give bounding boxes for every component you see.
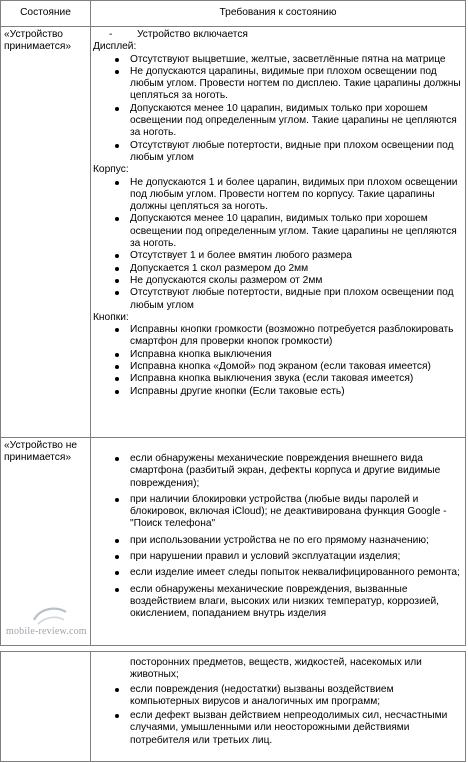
list-item: Исправны кнопки громкости (возможно потребуется разблокировать смартфон для проверки кнопок громкости) [93, 324, 463, 349]
watermark-text: mobile-review.com [6, 626, 87, 637]
continued-empty-cell [1, 652, 91, 762]
accepted-title: «Устройство принимается» [1, 27, 91, 438]
list-item: Не допускаются 1 и более царапин, видимых при плохом освещении под любым углом. Провести ногтем по корпусу. Такие царапины должны цепляться за ноготь. [93, 177, 463, 214]
rejected-title: «Устройство не принимается» [1, 438, 91, 646]
list-item: Отсутствуют любые потертости, видные при плохом освещении под любым углом [93, 287, 463, 312]
requirements-table-continued [0, 651, 466, 762]
list-item: Допускаются менее 10 царапин, видимых только при хорошем освещении под определенным углом. Такие царапины не цепляются за ноготь. [93, 103, 463, 140]
header-state: Состояние [1, 1, 91, 27]
list-item: Отсутствуют выцветшие, желтые, засветлённые пятна на матрице [93, 54, 463, 66]
list-item: если дефект вызван действием непреодолимых сил, несчастными случаями, умышленными или неосторожными действиями потребителя или третьих лиц. [93, 710, 463, 747]
continued-list [93, 684, 463, 747]
list-item: Исправна кнопка выключения [93, 349, 463, 361]
list-item: Не допускаются царапины, видимые при плохом освещении под любым углом. Провести ногтем по дисплею. Такие царапины должны цепляться за ноготь. [93, 66, 463, 103]
list-item: при нарушении правил и условий эксплуатации изделия; [93, 551, 463, 563]
list-item: если повреждения (недостатки) вызваны воздействием компьютерных вирусов и аналогичных им программ; [93, 684, 463, 709]
list-item: при использовании устройства не по его прямому назначению; [93, 535, 463, 547]
list-item: при наличии блокировки устройства (любые виды паролей и блокировок, включая iCloud); не деактивирована функция Google - "Поиск телефона" [93, 494, 463, 531]
continued-row [1, 652, 466, 762]
list-item: Не допускаются сколы размером от 2мм [93, 275, 463, 287]
watermark-logo [6, 604, 94, 644]
body-label: Корпус: [93, 164, 129, 176]
accepted-row [1, 27, 466, 438]
list-item: Исправна кнопка выключения звука (если таковая имеется) [93, 373, 463, 385]
continued-text: посторонних предметов, веществ, жидкостей, насекомых или животных; [130, 657, 422, 681]
list-item: Отсутствует 1 и более вмятин любого размера [93, 250, 463, 262]
logo-swirl-icon [30, 604, 70, 628]
list-item: Допускаются менее 10 царапин, видимых только при хорошем освещении под определенным углом. Такие царапины не цепляются за ноготь. [93, 213, 463, 250]
accepted-requirements [91, 27, 466, 438]
body-list [93, 177, 463, 312]
rejected-list [93, 453, 463, 621]
list-item: если обнаружены механические повреждения, вызванные воздействием влаги, высоких или низких температур, коррозией, окислением, попаданием внутрь изделия [93, 584, 463, 621]
list-item: Исправны другие кнопки (Если таковые есть) [93, 386, 463, 398]
table-header-row [1, 1, 466, 27]
display-list [93, 54, 463, 165]
display-label: Дисплей: [93, 41, 137, 53]
list-item: Допускается 1 скол размером до 2мм [93, 263, 463, 275]
continued-requirements [91, 652, 466, 762]
list-item: если изделие имеет следы попыток неквалифицированного ремонта; [93, 567, 463, 579]
list-item: Исправна кнопка «Домой» под экраном (если таковая имеется) [93, 361, 463, 373]
buttons-label: Кнопки: [93, 311, 129, 323]
list-item: Отсутствуют любые потертости, видные при плохом освещении под любым углом [93, 140, 463, 165]
buttons-list [93, 324, 463, 398]
rejected-requirements [91, 438, 466, 646]
header-requirements: Требования к состоянию [91, 1, 466, 27]
list-item: если обнаружены механические повреждения внешнего вида смартфона (разбитый экран, дефекты корпуса и другие видимые повреждения); [93, 453, 463, 490]
power-on-item: - Устройство включается [109, 29, 248, 40]
